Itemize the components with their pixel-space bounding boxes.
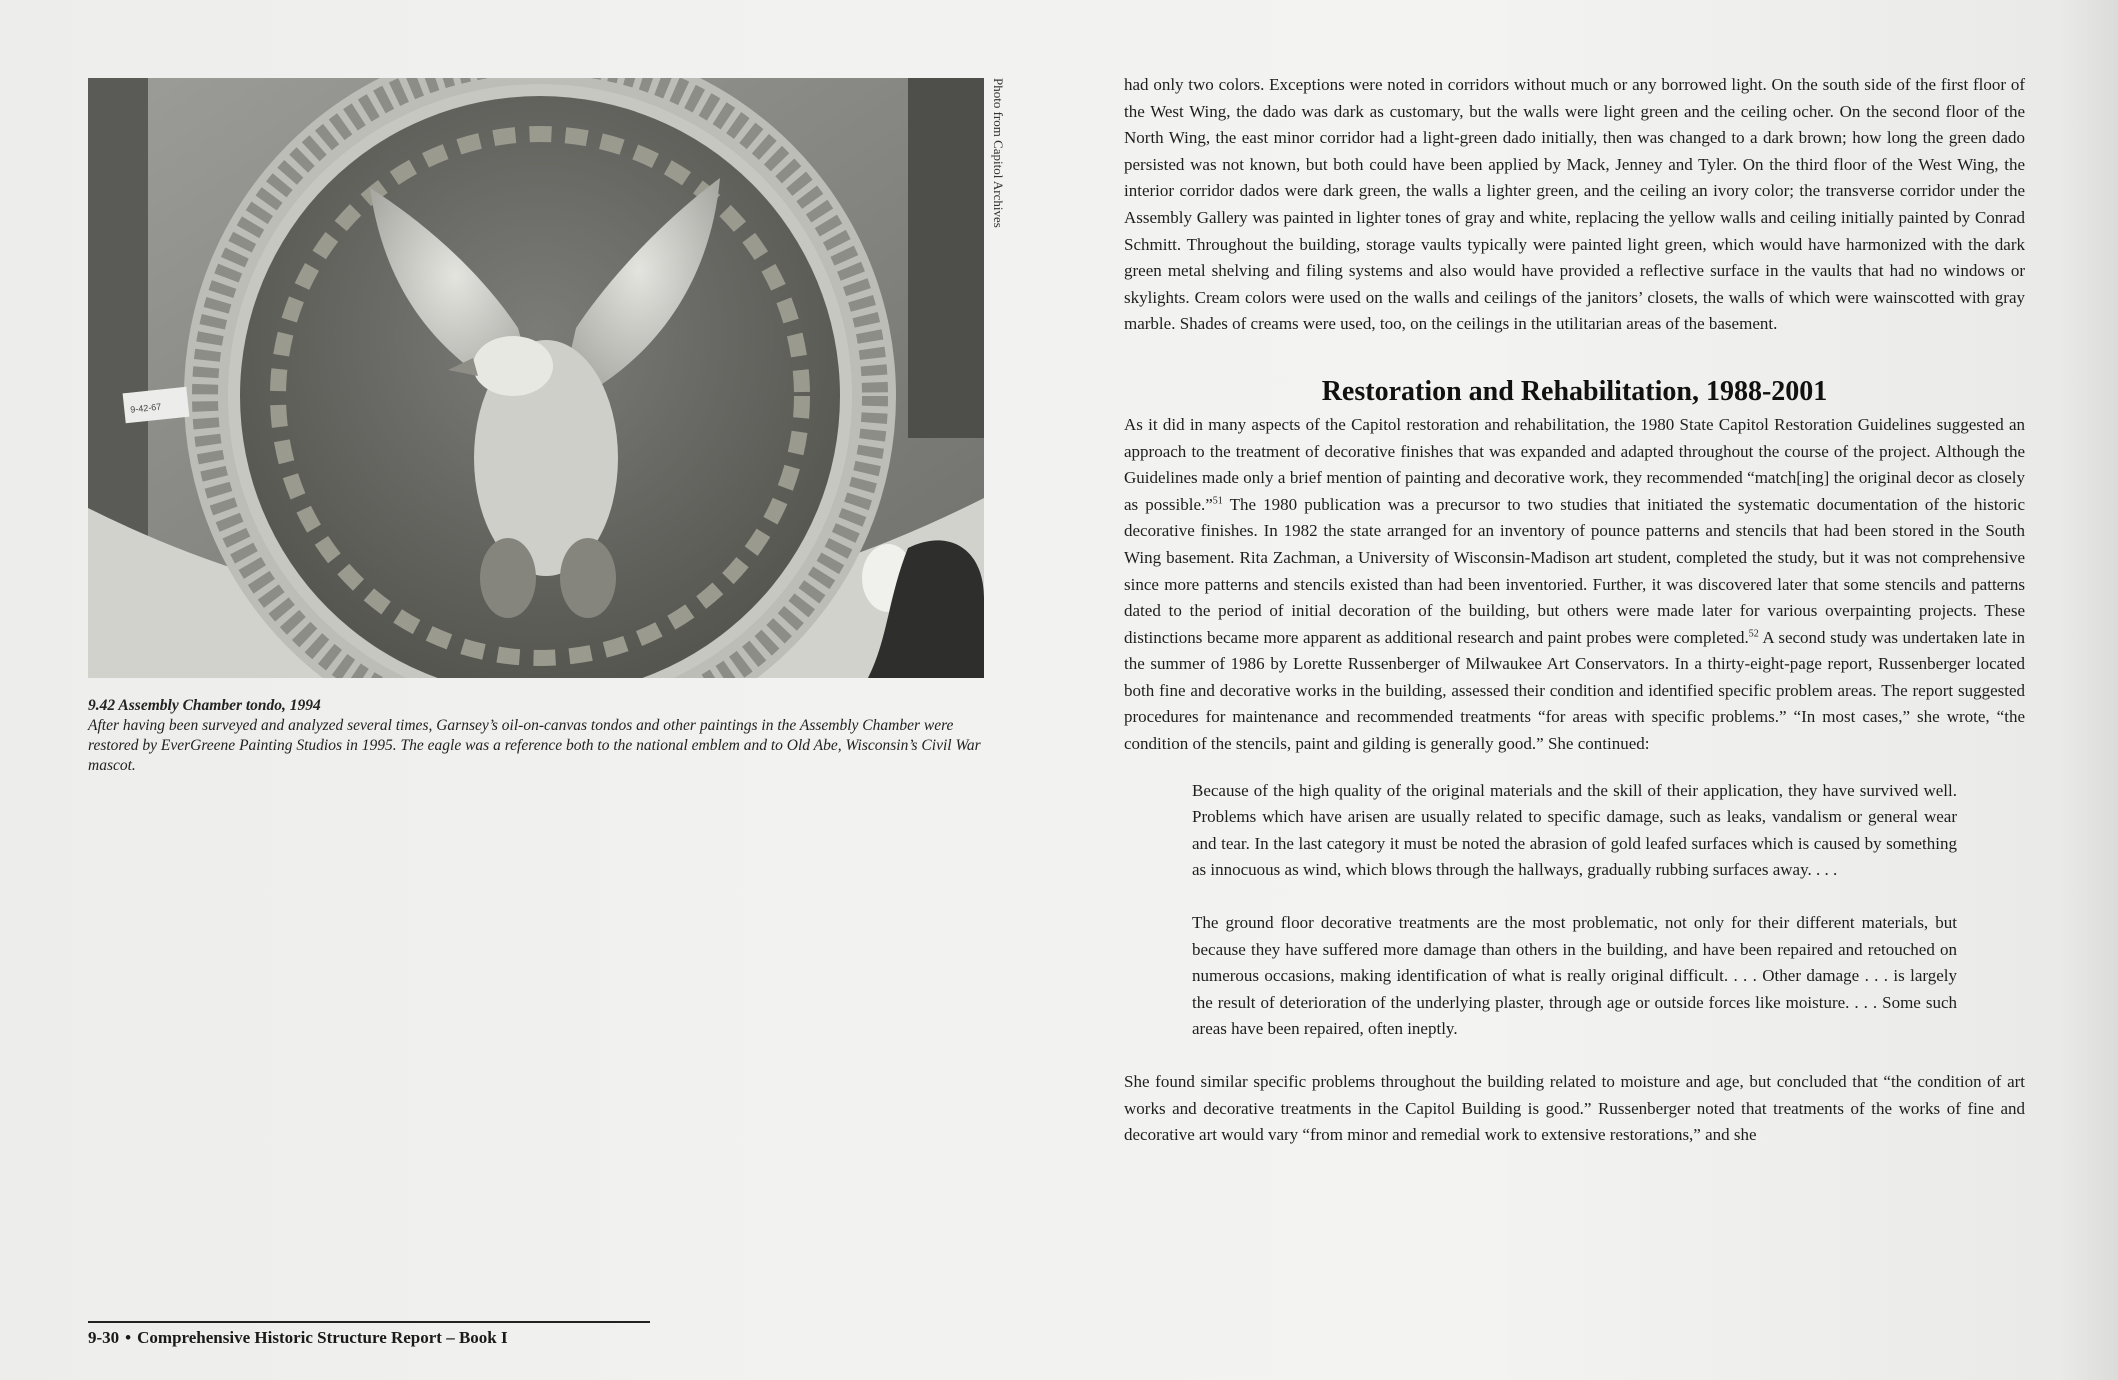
page-edge-shadow (2058, 0, 2118, 1380)
page-footer (88, 1328, 508, 1348)
report-title: Comprehensive Historic Structure Report – Book I (137, 1328, 508, 1347)
tondo-illustration (88, 78, 984, 678)
paragraph-guidelines-part-3: A second study was undertaken late in the summer of 1986 by Lorette Russenberger of Milwaukee Art Conservators. In a thirty-eight-page report, Russenberger located both fine and decorative works in the building, assessed their condition and identified specific problem areas. The report suggested procedures for maintenance and recommended treatments “for areas with specific problems.” “In most cases,” she wrote, “the condition of the stencils, paint and gilding is generally good.” She continued: (1124, 627, 2025, 754)
block-quote-1: Because of the high quality of the original materials and the skill of their application, they have survived well. Problems which have arisen are usually related to specific damage, such as leaks, vandalism or general wear and tear. In the last category it must be noted the abrasion of gold leafed surfaces which is caused by something as innocuous as wind, which blows through the hallways, gradually rubbing surfaces away. . . . (1192, 780, 1957, 880)
caption-title: 9.42 Assembly Chamber tondo, 1994 (88, 697, 321, 714)
figure-caption (88, 696, 988, 776)
page-number: 9-30 (88, 1328, 120, 1347)
right-ornament-band (908, 78, 984, 438)
paragraph-guidelines-part-1: As it did in many aspects of the Capitol restoration and rehabilitation, the 1980 State Capitol Restoration Guidelines suggested an approach to the treatment of decorative finishes that was expanded and adapted throughout the course of the project. Although the Guidelines made only a brief mention of painting and decorative work, they recommended “match[ing] the original decor as closely as possible.” (1124, 414, 2025, 514)
inventory-tag-label: 9-42-67 (129, 401, 162, 415)
footer-rule (88, 1321, 650, 1323)
section-heading: Restoration and Rehabilitation, 1988-2001 (1321, 375, 1828, 407)
eagle-left-talon (480, 538, 536, 618)
body-text-column (1124, 72, 2025, 1149)
paragraph-guidelines-part-2: The 1980 publication was a precursor to two studies that initiated the systematic documentation of the historic decorative finishes. In 1982 the state arranged for an inventory of pounce patterns and stencils that had been stored in the South Wing basement. Rita Zachman, a University of Wisconsin-Madison art student, completed the study, but it was not comprehensive since more patterns and stencils existed than had been inventoried. Further, it was discovered later that some stencils and patterns dated to the period of initial decoration of the building, but others were made later for various overpainting projects. These distinctions became more apparent as additional research and paint probes were completed. (1124, 494, 2026, 647)
eagle-head (473, 336, 553, 396)
block-quote-2: The ground floor decorative treatments are the most problematic, not only for their different materials, but because they have suffered more damage than others in the building, and have been repaired and retouched on numerous occasions, making identification of what is really original difficult. . . . Other damage . . . is largely the result of deterioration of the underlying plaster, through age or outside forces like moisture. . . . Some such areas have been repaired, often ineptly. (1192, 913, 1957, 1039)
footnote-51: 51 (1212, 495, 1223, 507)
eagle-right-talon (560, 538, 616, 618)
caption-body: After having been surveyed and analyzed several times, Garnsey’s oil-on-canvas tondos and other paintings in the Assembly Chamber were restored by EverGreene Painting Studios in 1995. The eagle was a reference both to the national emblem and to Old Abe, Wisconsin’s Civil War mascot. (88, 717, 981, 774)
footer-bullet: • (125, 1328, 132, 1347)
paragraph-conclusion: She found similar specific problems throughout the building related to moisture and age, but concluded that “the condition of art works and decorative treatments in the Capitol Building is good.” Russenberger noted that treatments of the works of fine and decorative art would vary “from minor and remedial work to extensive restorations,” and she (1124, 1072, 2025, 1145)
photo-credit: Photo from Capitol Archives (991, 78, 1006, 228)
paragraph-guidelines (1124, 412, 2025, 758)
paragraph-wall-colors: had only two colors. Exceptions were noted in corridors without much or any borrowed light. On the south side of the first floor of the West Wing, the dado was dark as customary, but the walls were light green and the ceiling ocher. On the second floor of the North Wing, the east minor corridor had a light-green dado initially, then was changed to a dark brown; how long the green dado persisted was not known, but both could have been applied by Mack, Jenney and Tyler. On the third floor of the West Wing, the interior corridor dados were dark green, the walls a lighter green, and the ceiling an ivory color; the transverse corridor under the Assembly Gallery was painted in lighter tones of gray and white, replacing the yellow walls and ceiling initially painted by Conrad Schmitt. Throughout the building, storage vaults typically were painted light green, which would have harmonized with the dark green metal shelving and filing systems and also would have provided a reflective surface in the vaults that had no windows or skylights. Cream colors were used on the walls and ceilings of the janitors’ closets, the walls of which were wainscotted with gray marble. Shades of creams were used, too, on the ceilings in the utilitarian areas of the basement. (1124, 75, 2025, 334)
assembly-chamber-tondo-photo (88, 78, 984, 678)
footnote-52: 52 (1748, 628, 1759, 640)
